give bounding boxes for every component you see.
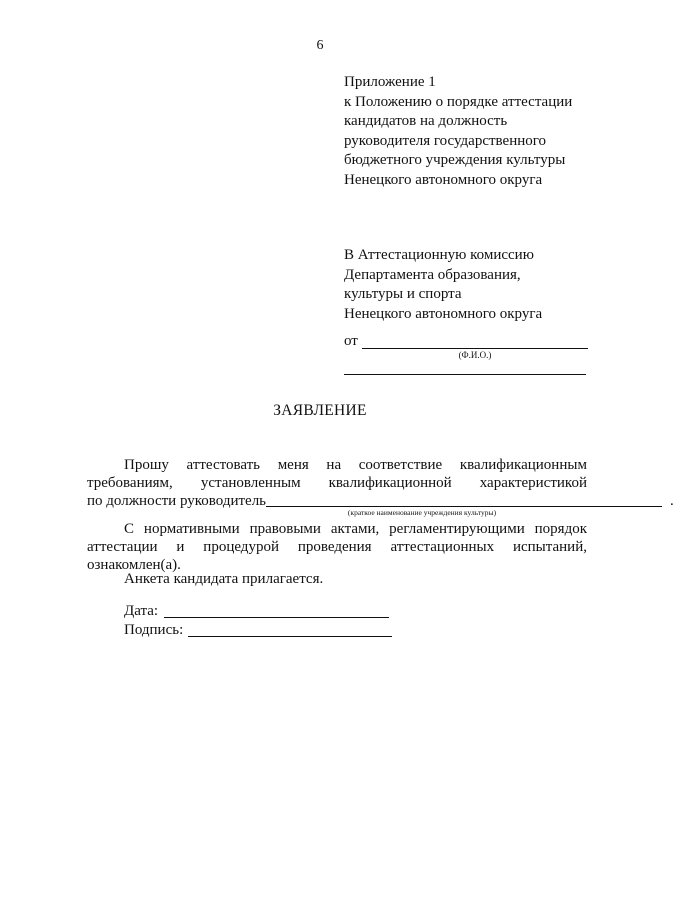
signature-field-row [124,622,394,642]
fio-blank-line [362,348,588,349]
appendix-line: руководителя государственного [344,132,547,149]
date-blank-line [164,617,389,618]
paragraph-line [87,520,587,538]
appendix-line: Приложение 1 [344,74,436,90]
date-field-row [124,603,394,623]
document-title: ЗАЯВЛЕНИЕ [273,402,367,419]
paragraph-line [87,538,587,556]
word: испытаний, [512,539,587,555]
paragraph-line [87,456,587,474]
word: С [124,521,135,537]
word: процедурой [203,539,279,555]
signature-label: Подпись: [124,622,184,638]
word: характеристикой [479,475,587,491]
word: соответствие [358,457,443,473]
word: правовыми [249,521,321,537]
word: аттестационных [390,539,495,555]
word: на [326,457,342,473]
position-label: по должности руководитель [87,493,267,509]
word: проведения [297,539,372,555]
word: нормативными [143,521,240,537]
word: квалификационной [328,475,452,491]
appendix-line: Ненецкого автономного округа [344,171,543,188]
word: Прошу [124,457,169,473]
appendix-line: к Положению о порядке аттестации [344,93,573,110]
word: актами, [330,521,380,537]
addressee-line: культуры и спорта [344,286,462,302]
addressee-line: Ненецкого автономного округа [344,305,543,322]
institution-caption: (краткое наименование учреждения культуры) [347,508,497,517]
word: порядок [534,521,587,537]
word: установленным [200,475,301,491]
acknowledgement-paragraph [87,520,587,574]
paragraph-line [87,474,587,492]
word: и [176,539,185,555]
word: аттестации [87,539,158,555]
paragraph-line: ознакомлен(а). [87,557,181,573]
institution-blank-line [266,506,662,507]
appendix-line: бюджетного учреждения культуры [344,152,566,168]
attachment-note: Анкета кандидата прилагается. [124,571,324,587]
appendix-line: кандидатов на должность [344,113,508,129]
period: . [670,493,674,509]
addressee-line: В Аттестационную комиссию [344,247,534,263]
fio-caption: (Ф.И.О.) [458,350,492,360]
fio-second-blank-line [344,374,586,375]
word: меня [277,457,309,473]
word: аттестовать [186,457,261,473]
date-label: Дата: [124,603,159,619]
addressee-block [344,246,542,324]
signature-blank-line [188,636,392,637]
addressee-line: Департамента образования, [344,266,521,283]
request-paragraph [87,456,674,510]
word: требованиям, [87,475,173,491]
word: квалификационным [459,457,587,473]
from-label: от [344,333,358,349]
word: регламентирующими [389,521,525,537]
page-number: 6 [316,38,324,53]
appendix-block [344,73,572,190]
